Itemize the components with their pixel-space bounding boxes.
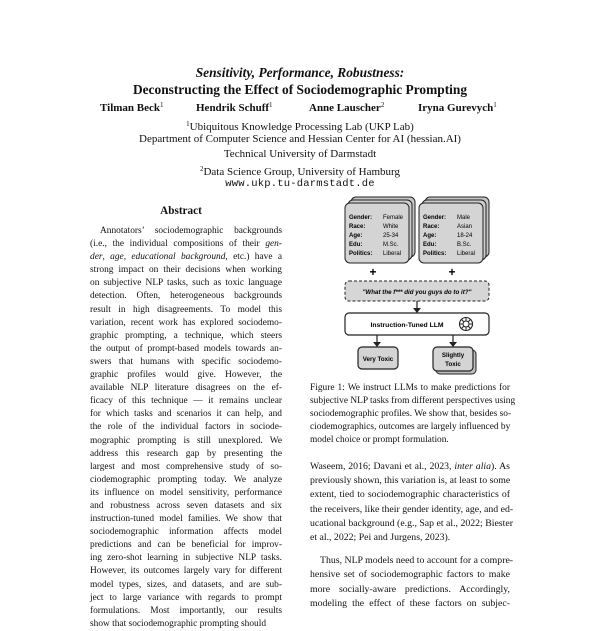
arrow-head-icon [413,308,421,313]
abstract-line: address this research gap by presenting the [90,448,282,459]
abstract-line: result in high disagreements. To model this [90,304,282,315]
abstract-line: ficacy of this technique — it remains unclear [90,396,282,407]
author [196,101,273,114]
abstract-heading: Abstract [160,205,202,217]
author-name: Anne Lauscher [309,102,381,114]
paper-title-line1: Sensitivity, Performance, Robustness: [195,65,405,80]
abstract-line: Annotators’ sociodemographic backgrounds [100,226,282,236]
affil-sup: 2 [199,165,204,173]
abstract-line: However, its outcomes largely vary for different [90,566,282,577]
arrow-head-icon [373,342,381,347]
profile-key: Gender: [349,215,373,221]
profile-value: B.Sc. [457,242,472,248]
abstract-line: mographic prompting is still unexplored. We [90,435,282,446]
abstract-line: model types, sizes, and datasets, and are sub- [90,579,282,590]
body-line: the receivers, like their gender identity, age, and ed- [310,503,514,515]
profile-key: Age: [423,233,437,239]
author-name: Tilman Beck [100,102,161,114]
author [100,101,164,114]
profile-value: Liberal [383,251,402,257]
affil-text: Ubiquitous Knowledge Processing Lab (UKP Lab) [189,121,414,133]
affiliation-1-department: Department of Computer Science and Hessian Center for AI (hessian.AI) [139,133,461,145]
profile-value: 18-24 [457,233,473,239]
abstract-line: on subjective NLP tasks, such as toxic language [90,278,282,289]
profile-value: Asian [457,224,473,230]
figure-caption [310,382,516,447]
abstract-line: predictions and can be beneficial for improv- [90,540,282,551]
input-text: "What the f*** did you guys do to it?" [362,289,472,296]
abstract-line: der, age, educational background, etc.) have a [90,252,282,263]
body-paragraph-2 [310,554,514,611]
abstract-line: formulations. Most importantly, our results [90,605,282,616]
body-line: Thus, NLP models need to account for a compre- [320,555,514,567]
profile-key: Race: [423,224,440,230]
body-text [310,460,514,611]
plus-icon: + [448,265,456,279]
body-line: Waseem, 2016; Davani et al., 2023, inter alia). As [310,461,510,472]
author [418,101,497,114]
abstract-line: and robustness across seven datasets and six [90,500,282,511]
abstract-line: show that sociodemographic prompting should [90,618,267,629]
abstract-line: swers that humans with specific sociodemo- [90,356,282,367]
abstract-line: ciodemographic prompting today. We analyze [90,474,282,485]
profile-key: Age: [349,233,363,239]
abstract-line: available NLP literature disagrees on the ef- [90,383,282,394]
caption-line: model choice or prompt formulation. [310,435,449,446]
caption-line: ciodemographics, outcomes are largely influenced by [310,422,511,433]
caption-line: subjective NLP tasks from different perspectives using [310,396,516,407]
profile-key: Politics: [423,251,447,257]
abstract-line: instruction-tuned model families. We show that [90,514,282,525]
abstract-body [90,225,282,631]
plus-icon: + [369,265,377,279]
abstract-line: the output of prompt-based models towards an- [90,343,282,354]
paper-title [0,64,600,98]
profile-value: Liberal [457,251,476,257]
paper-title-line2: Deconstructing the Effect of Sociodemographic Prompting [132,82,468,97]
affil-text: Data Science Group, University of Hamburg [203,166,401,178]
abstract-line: for which tasks and scenarios it can help, and [90,409,282,420]
caption-line: Figure 1: We instruct LLMs to make predictions for [310,383,510,393]
profile-value: M.Sc. [383,242,399,248]
output-label-right-line2: Toxic [445,361,461,368]
body-line: previously shown, this variation is, at least to some [310,475,511,487]
body-line: hensive set of sociodemographic factors to make [310,569,510,581]
profile-key: Edu: [349,242,363,248]
author-name: Hendrik Schuff [196,102,270,114]
abstract-line: detection. Often, heterogeneous backgrounds [90,291,282,302]
profile-key: Politics: [349,251,373,257]
profile-value: White [383,224,399,230]
profile-key: Gender: [423,215,447,221]
abstract-line: graphic prompting, a technique, which steers [90,330,282,341]
llm-label: Instruction-Tuned LLM [370,322,444,329]
body-line: et al., 2022; Pei and Jurgens, 2023). [310,531,451,543]
author-affil-sup: 1 [160,101,164,109]
profile-key: Edu: [423,242,437,248]
author-affil-sup: 2 [380,101,385,109]
output-label-right-line1: Slightly [441,352,465,359]
profile-key: Race: [349,224,366,230]
author-list [0,101,600,115]
caption-line: sociodemographic profiles. We show that, besides so- [310,409,512,420]
figure-diagram [340,197,498,377]
abstract-line: (i.e., the individual compositions of their gen- [90,239,282,250]
profile-value: Female [383,215,404,221]
body-line: ucational background (e.g., Sap et al., 2022; Biester [310,517,513,529]
abstract-line: ject to large variance with regards to prompt [90,592,282,603]
output-label-left: Very Toxic [362,356,394,363]
paragraph-gap [310,545,510,554]
abstract-line: variation, recent work has explored sociodemo- [90,317,282,328]
abstract-line: largest and most comprehensive study of so- [90,461,282,472]
affiliation-1-university: Technical University of Darmstadt [223,148,377,160]
figure-1 [340,197,498,377]
abstract-line: graphic profiles would give. However, the [90,370,282,381]
lab-url[interactable]: www.ukp.tu-darmstadt.de [225,178,375,190]
affil-sup: 1 [186,120,190,128]
abstract-line: the role of the individual factors in sociode- [90,422,282,433]
author-name: Iryna Gurevych [418,102,494,114]
abstract-line: sociodemographic information affects model [90,527,282,538]
abstract-line: ing zero-shot learning in subjective NLP tasks. [90,553,282,564]
author [309,101,384,114]
body-line: extent, tied to sociodemographic characteristics of [310,489,510,501]
author-affil-sup: 1 [493,101,497,109]
profile-value: 25-34 [383,233,399,239]
author-affil-sup: 1 [269,101,273,109]
profile-value: Male [457,215,471,221]
body-line: more socially-aware predictions. Accordingly, [310,583,510,595]
arrow-head-icon [449,342,457,347]
abstract-line: strong impact on their decisions when working [90,265,282,276]
body-line: modeling the effect of these factors on subjec- [310,597,510,609]
abstract-line: its influence on model sensitivity, performance [90,487,282,498]
